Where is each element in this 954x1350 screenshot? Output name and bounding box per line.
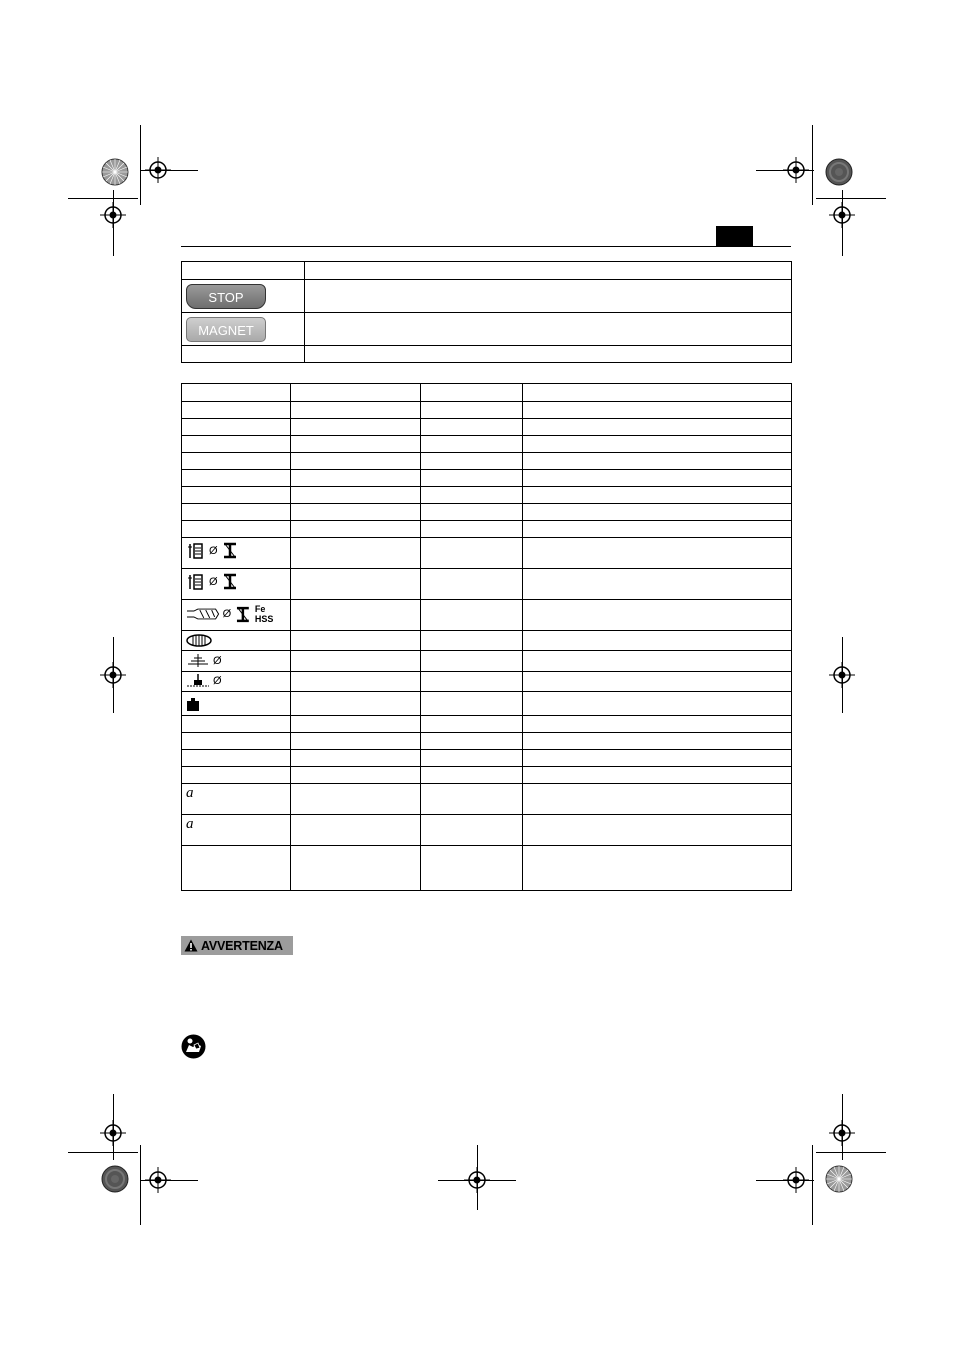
trim-line <box>812 1145 813 1225</box>
table-row <box>182 600 792 631</box>
fe-hss-label: Fe HSS <box>254 604 274 624</box>
steel-beam-icon <box>221 573 239 590</box>
table-row <box>182 815 792 846</box>
table-row <box>182 313 792 346</box>
table-cell <box>182 262 305 280</box>
registration-mark-icon <box>100 202 126 228</box>
stop-key: STOP <box>186 284 266 309</box>
warning-label-text: AVVERTENZA <box>201 938 283 953</box>
table-cell <box>305 346 792 363</box>
magnet-key: MAGNET <box>186 317 266 342</box>
table-row <box>182 716 792 733</box>
controls-table <box>181 261 792 363</box>
table-row <box>182 733 792 750</box>
rosette-dark-icon <box>825 158 853 186</box>
table-row <box>182 784 792 815</box>
spindle-icon <box>186 653 210 668</box>
table-row <box>182 672 792 692</box>
registration-mark-icon <box>145 157 171 183</box>
registration-mark-icon <box>100 1120 126 1146</box>
table-cell <box>305 313 792 346</box>
thread-tap-symbol <box>186 634 212 647</box>
table-row <box>182 569 792 600</box>
magnet-base-icon <box>186 673 210 688</box>
diameter-glyph: Ø <box>213 654 222 667</box>
spindle-diameter-symbol <box>186 653 222 668</box>
table-row <box>182 436 792 453</box>
language-tab <box>716 226 753 246</box>
core-drill-diameter-symbol <box>186 542 239 559</box>
weight-icon <box>186 697 200 712</box>
table-row <box>182 453 792 470</box>
table-row <box>182 346 792 363</box>
vibration-symbol: a <box>186 785 194 801</box>
read-manual-icon <box>181 1034 206 1059</box>
table-row <box>182 631 792 651</box>
registration-mark-icon <box>829 202 855 228</box>
table-cell <box>305 262 792 280</box>
header-rule <box>181 246 791 247</box>
trim-line <box>68 198 138 199</box>
core-drill-diameter-symbol <box>186 573 239 590</box>
diameter-glyph: Ø <box>213 674 222 687</box>
registration-mark-icon <box>783 1167 809 1193</box>
rosette-light-icon <box>101 158 129 186</box>
warning-triangle-icon <box>184 939 198 952</box>
table-row <box>182 692 792 716</box>
twist-drill-icon <box>186 607 220 621</box>
registration-mark-icon <box>783 157 809 183</box>
specifications-table <box>181 383 792 891</box>
table-row <box>182 538 792 569</box>
table-row <box>182 262 792 280</box>
table-row <box>182 419 792 436</box>
weight-symbol <box>186 697 200 712</box>
table-row <box>182 750 792 767</box>
diameter-glyph: Ø <box>222 608 232 620</box>
warning-label <box>181 936 293 955</box>
steel-beam-icon <box>221 542 239 559</box>
table-row <box>182 280 792 313</box>
table-row <box>182 470 792 487</box>
table-row <box>182 504 792 521</box>
vibration-symbol: a <box>186 816 194 832</box>
trim-line <box>140 125 141 205</box>
core-drill-icon <box>186 543 206 559</box>
magnet-base-diameter-symbol <box>186 673 222 688</box>
table-row <box>182 521 792 538</box>
trim-line <box>816 1152 886 1153</box>
table-row <box>182 846 792 891</box>
rosette-light-icon <box>825 1165 853 1193</box>
twist-drill-diameter-symbol <box>186 604 286 624</box>
registration-mark-icon <box>829 1120 855 1146</box>
trim-line <box>812 125 813 205</box>
table-row <box>182 767 792 784</box>
registration-mark-icon <box>145 1167 171 1193</box>
trim-line <box>68 1152 138 1153</box>
diameter-glyph: Ø <box>209 575 218 588</box>
trim-line <box>816 198 886 199</box>
table-cell <box>182 313 305 346</box>
table-row <box>182 402 792 419</box>
steel-beam-icon <box>234 606 252 623</box>
table-row <box>182 384 792 402</box>
registration-mark-icon <box>464 1167 490 1193</box>
table-row <box>182 651 792 672</box>
registration-mark-icon <box>829 662 855 688</box>
thread-tap-icon <box>186 634 212 647</box>
registration-mark-icon <box>100 662 126 688</box>
table-cell <box>182 280 305 313</box>
table-row <box>182 487 792 504</box>
rosette-dark-icon <box>101 1165 129 1193</box>
table-cell <box>305 280 792 313</box>
trim-line <box>140 1145 141 1225</box>
core-drill-icon <box>186 574 206 590</box>
table-cell <box>182 346 305 363</box>
diameter-glyph: Ø <box>209 544 218 557</box>
